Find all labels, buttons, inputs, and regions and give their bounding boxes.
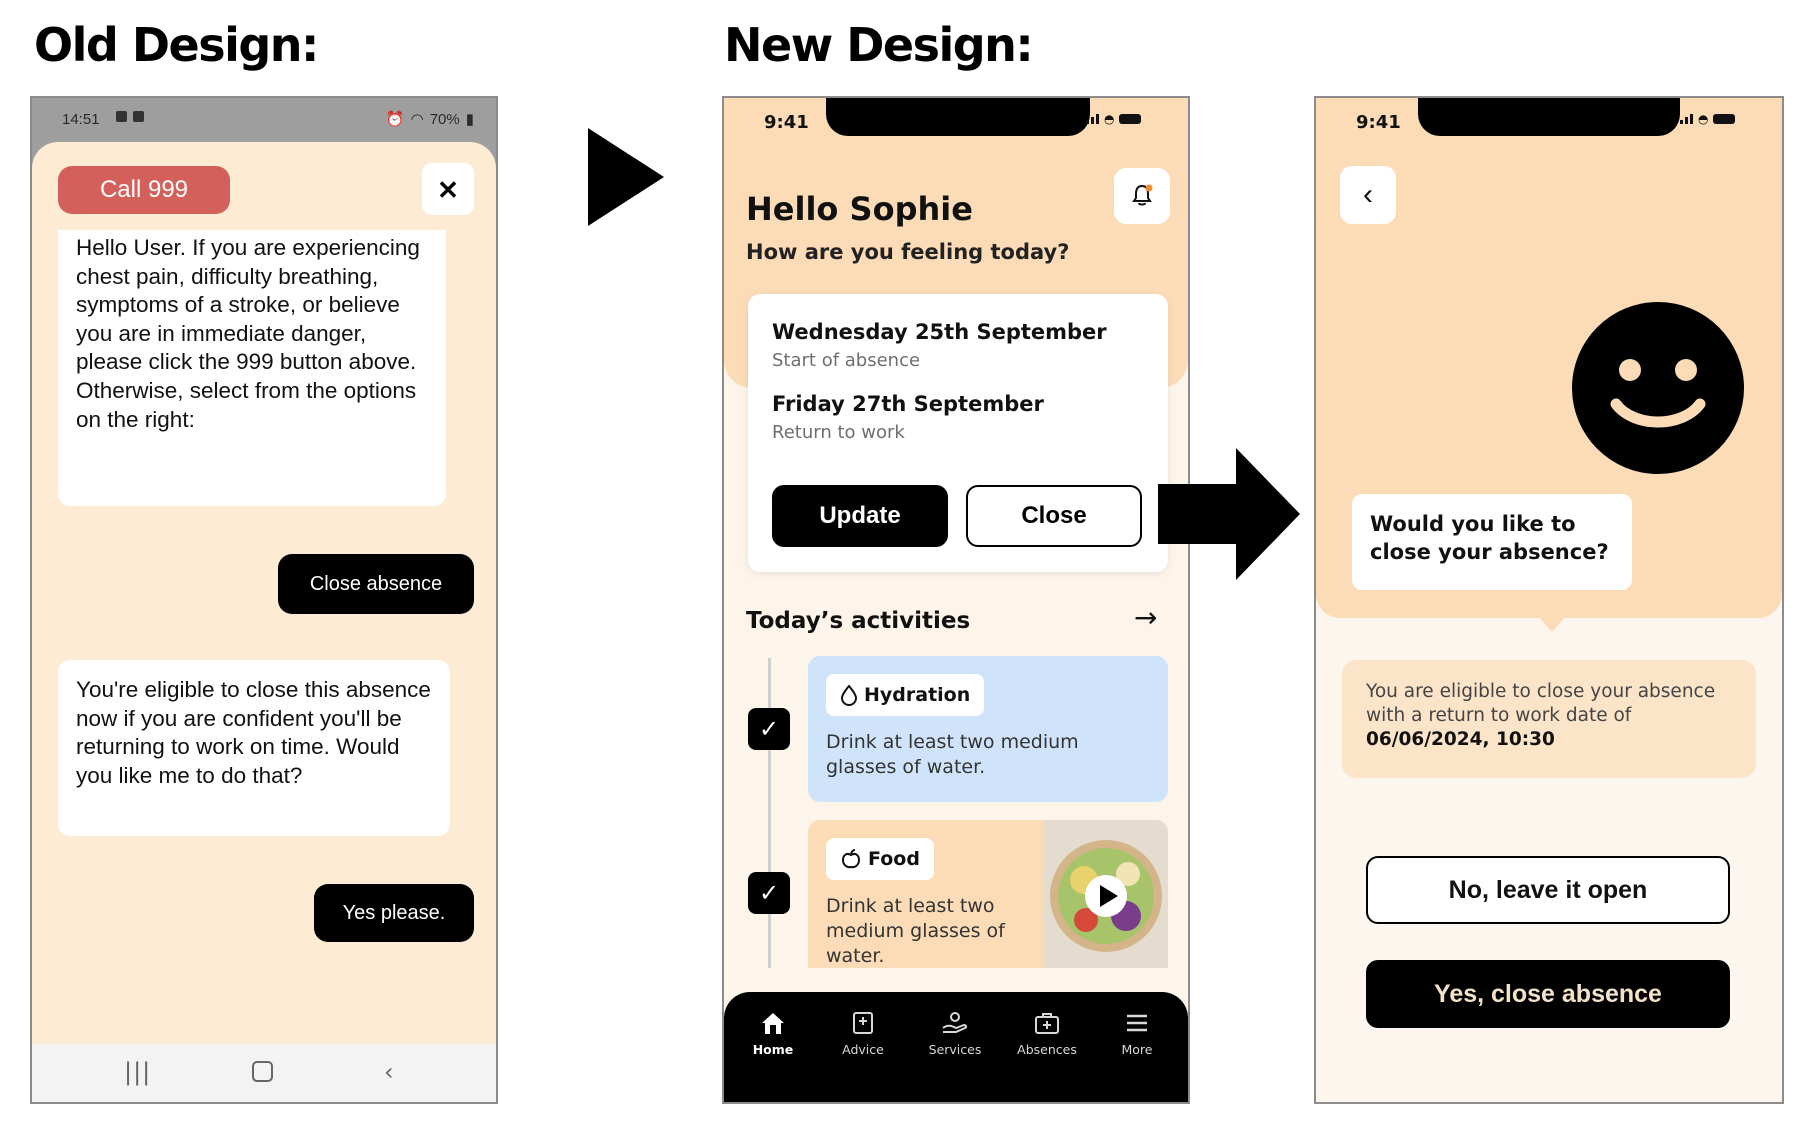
- bell-icon: [1128, 181, 1156, 209]
- old-design-phone: [30, 96, 498, 1104]
- new-design-close-absence-phone: [1314, 96, 1784, 1104]
- tab-more[interactable]: [1092, 1010, 1182, 1057]
- checkbox-checked[interactable]: ✓: [748, 708, 790, 750]
- services-hand-icon: [940, 1010, 970, 1036]
- tab-label: Advice: [842, 1042, 884, 1057]
- advice-book-icon: [850, 1010, 876, 1036]
- activities-title: Today’s activities: [746, 608, 971, 634]
- status-time: 9:41: [1356, 112, 1401, 133]
- apple-icon: [840, 848, 862, 870]
- eligibility-text: You are eligible to close your absence with a return to work date of: [1366, 681, 1716, 726]
- tab-label: Absences: [1017, 1042, 1077, 1057]
- old-design-heading: Old Design:: [34, 18, 318, 72]
- close-absence-reply-button[interactable]: Close absence: [278, 554, 474, 614]
- alarm-icon: ⏰: [385, 111, 405, 128]
- home-nav-icon[interactable]: [252, 1061, 273, 1082]
- tab-home[interactable]: [728, 1010, 818, 1057]
- bot-message: You're eligible to close this absence now if you are confident you'll be returning to work on time. Would you like me to do that?: [58, 660, 450, 836]
- wifi-icon: ◓: [1698, 112, 1709, 126]
- close-button[interactable]: Close: [966, 485, 1142, 547]
- activity-description: Drink at least two medium glasses of water.: [826, 895, 1005, 967]
- close-absence-button[interactable]: Yes, close absence: [1366, 960, 1730, 1028]
- signal-icon: [1086, 114, 1099, 124]
- battery-icon: [1119, 114, 1141, 124]
- menu-icon: [1124, 1010, 1150, 1036]
- absence-card: [748, 294, 1168, 572]
- eligibility-card: [1342, 660, 1756, 778]
- arrow-right-icon[interactable]: →: [1134, 601, 1158, 634]
- return-label: Return to work: [772, 422, 905, 443]
- status-right: [386, 110, 474, 128]
- status-time: 14:51: [62, 111, 100, 128]
- activity-card-food[interactable]: [808, 820, 1168, 968]
- speech-pointer: [1536, 614, 1568, 632]
- android-nav-bar: [32, 1044, 496, 1102]
- tab-label: Services: [928, 1042, 982, 1057]
- battery-label: 70%: [429, 110, 460, 128]
- back-button[interactable]: [1340, 166, 1396, 224]
- timeline-line: [768, 658, 771, 968]
- phone-notch: [1418, 98, 1680, 136]
- return-date: 06/06/2024, 10:30: [1366, 729, 1555, 750]
- question-bubble: Would you like to close your absence?: [1352, 494, 1632, 590]
- notification-bell-button[interactable]: [1114, 168, 1170, 224]
- notification-icon: [116, 111, 127, 122]
- back-nav-icon[interactable]: ‹: [384, 1058, 394, 1086]
- return-date: Friday 27th September: [772, 392, 1044, 416]
- activity-chip: [826, 674, 984, 716]
- greeting: Hello Sophie: [746, 190, 973, 228]
- notification-icons: [116, 111, 144, 122]
- recents-icon[interactable]: |||: [124, 1058, 152, 1086]
- activity-description: Drink at least two medium glasses of water.: [826, 731, 1079, 778]
- call-999-button[interactable]: Call 999: [58, 166, 230, 214]
- home-icon: [759, 1010, 787, 1036]
- activity-chip: [826, 838, 934, 880]
- tab-absences[interactable]: [1002, 1010, 1092, 1057]
- activity-card-hydration[interactable]: [808, 656, 1168, 802]
- activity-name: Hydration: [864, 684, 971, 706]
- status-icons: [1680, 114, 1735, 124]
- phone-notch: [826, 98, 1090, 136]
- signal-icon: [1680, 114, 1693, 124]
- tab-label: Home: [752, 1042, 794, 1057]
- checkbox-checked[interactable]: ✓: [748, 872, 790, 914]
- absences-medical-bag-icon: [1033, 1010, 1061, 1036]
- salad-bowl-image: [1044, 820, 1168, 968]
- leave-open-button[interactable]: No, leave it open: [1366, 856, 1730, 924]
- transition-arrow-icon: [1158, 448, 1300, 580]
- bottom-tab-bar: [724, 992, 1188, 1102]
- wifi-icon: ◠: [410, 111, 424, 128]
- new-design-home-phone: [722, 96, 1190, 1104]
- status-icons: [1086, 114, 1141, 124]
- tab-advice[interactable]: [818, 1010, 908, 1057]
- battery-icon: ▮: [465, 111, 474, 128]
- gallery-icon: [133, 111, 144, 122]
- food-video-thumbnail[interactable]: [1044, 820, 1168, 968]
- battery-icon: [1713, 114, 1735, 124]
- start-label: Start of absence: [772, 350, 921, 371]
- activity-name: Food: [868, 848, 920, 870]
- tab-services[interactable]: [910, 1010, 1000, 1057]
- smiley-face-icon: [1570, 300, 1746, 476]
- status-time: 9:41: [764, 112, 809, 133]
- new-design-heading: New Design:: [724, 18, 1033, 72]
- chevron-left-icon: ‹: [1363, 178, 1373, 211]
- subgreeting: How are you feeling today?: [746, 240, 1070, 264]
- bot-message: Hello User. If you are experiencing chest pain, difficulty breathing, symptoms of a stroke, or believe you are in immediate danger, please click the 999 button above. Otherwise, select from the options on the right:: [58, 230, 446, 506]
- transition-arrow-icon: [588, 128, 664, 226]
- yes-please-reply-button[interactable]: Yes please.: [314, 884, 474, 942]
- water-drop-icon: [840, 684, 858, 706]
- update-button[interactable]: Update: [772, 485, 948, 547]
- start-date: Wednesday 25th September: [772, 320, 1107, 344]
- status-bar: [32, 98, 496, 142]
- tab-label: More: [1121, 1042, 1153, 1057]
- close-icon[interactable]: ✕: [422, 163, 474, 215]
- chat-panel: [32, 142, 496, 1046]
- wifi-icon: ◓: [1104, 112, 1115, 126]
